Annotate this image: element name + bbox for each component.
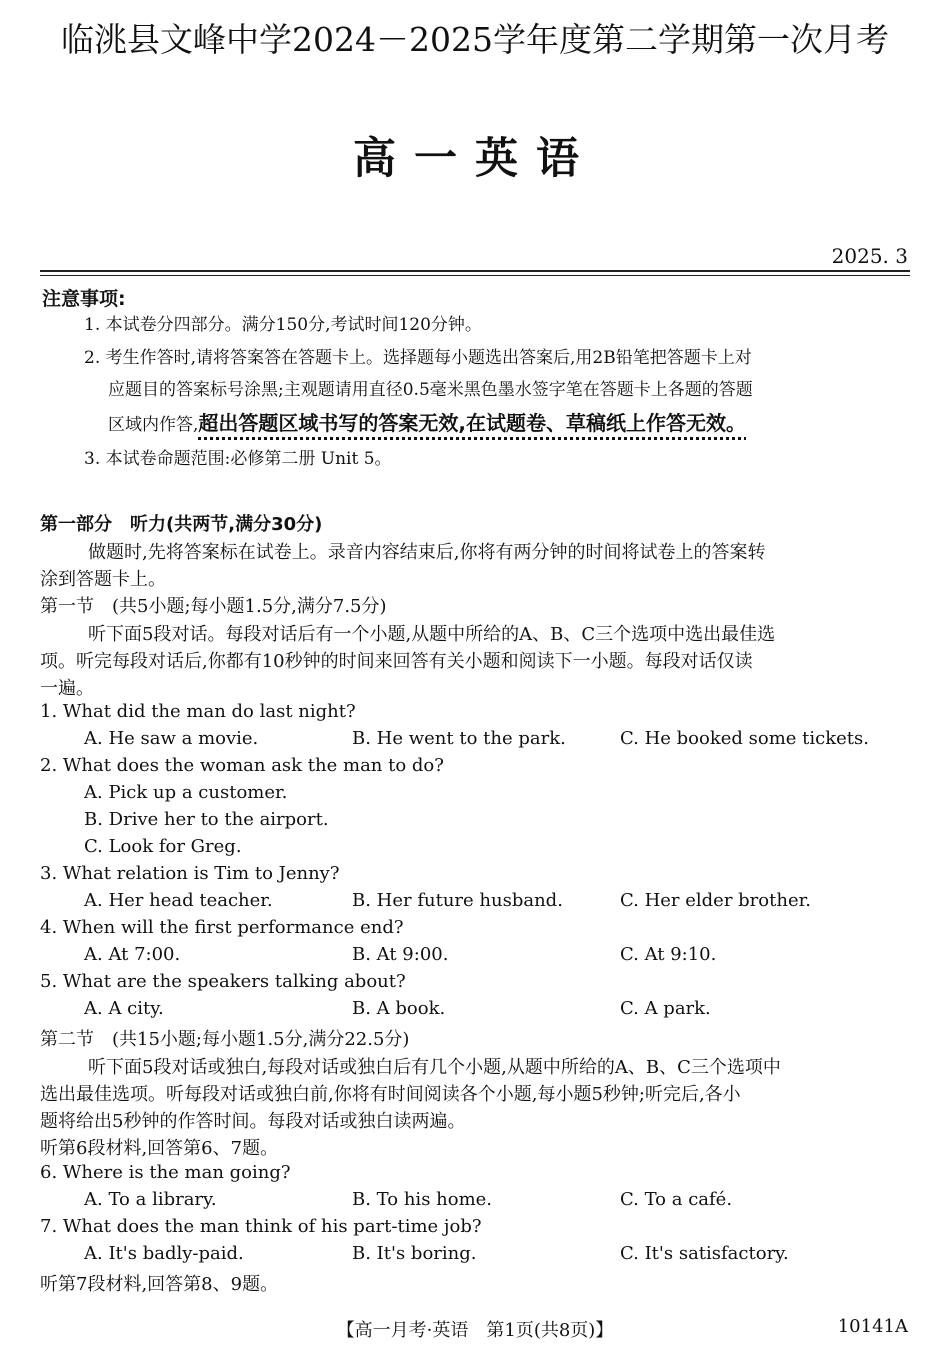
question-stem: 5. What are the speakers talking about? [40,971,406,992]
notice-item-2-text: 区域内作答, [108,415,199,435]
exam-title: 临洮县文峰中学2024－2025学年度第二学期第一次月考 [61,20,889,59]
option-a: A. A city. [84,998,164,1019]
option-b: B. He went to the park. [352,728,566,749]
option-b: B. At 9:00. [352,944,449,965]
section2-intro-line-2: 选出最佳选项。听每段对话或独白前,你将有时间阅读各个小题,每小题5秒钟;听完后,各小 [40,1084,741,1105]
option-a: A. Her head teacher. [84,890,273,911]
subject-title: 高一英语 [353,134,597,184]
question-stem: 2. What does the woman ask the man to do? [40,755,444,776]
option-c: C. To a café. [620,1189,733,1210]
header-divider [40,270,910,272]
option-c: C. A park. [620,998,711,1019]
notice-heading: 注意事项: [42,288,126,310]
section2-intro-line-1: 听下面5段对话或独白,每段对话或独白后有几个小题,从题中所给的A、B、C三个选项中 [88,1057,781,1078]
question-stem: 1. What did the man do last night? [40,701,356,722]
option-b: B. To his home. [352,1189,493,1210]
option-a: A. To a library. [84,1189,217,1210]
option-c: C. Look for Greg. [84,836,242,857]
notice-emphasis: 超出答题区域书写的答案无效,在试题卷、草稿纸上作答无效。 [198,411,747,435]
part1-intro-line-1: 做题时,先将答案标在试卷上。录音内容结束后,你将有两分钟的时间将试卷上的答案转 [88,542,766,563]
notice-item-3: 3. 本试卷命题范围:必修第二册 Unit 5。 [84,449,392,469]
option-a: A. He saw a movie. [84,728,259,749]
option-a: A. At 7:00. [84,944,181,965]
option-b: B. Drive her to the airport. [84,809,329,830]
option-c: C. He booked some tickets. [620,728,869,749]
paper-code: 10141A [837,1316,908,1337]
question-stem: 4. When will the first performance end? [40,917,404,938]
notice-item-1: 1. 本试卷分四部分。满分150分,考试时间120分钟。 [84,315,482,335]
option-b: B. Her future husband. [352,890,563,911]
option-b: B. It's boring. [352,1243,477,1264]
section1-heading: 第一节 (共5小题;每小题1.5分,满分7.5分) [40,596,387,617]
option-a: A. Pick up a customer. [84,782,288,803]
part1-intro-line-2: 涂到答题卡上。 [40,569,166,590]
section1-intro-line-2: 项。听完每段对话后,你都有10秒钟的时间来回答有关小题和阅读下一小题。每段对话仅读 [40,651,753,672]
section2-heading: 第二节 (共15小题;每小题1.5分,满分22.5分) [40,1029,410,1050]
notice-item-2-line-2: 应题目的答案标号涂黑;主观题请用直径0.5毫米黑色墨水签字笔在答题卡上各题的答题 [108,380,753,400]
option-c: C. Her elder brother. [620,890,811,911]
page-footer: 【高一月考·英语 第1页(共8页)】 [336,1320,614,1341]
section1-intro-line-1: 听下面5段对话。每段对话后有一个小题,从题中所给的A、B、C三个选项中选出最佳选 [88,624,776,645]
section2-intro-line-3: 题将给出5秒钟的作答时间。每段对话或独白读两遍。 [40,1111,466,1132]
notice-item-2-line-1: 2. 考生作答时,请将答案答在答题卡上。选择题每小题选出答案后,用2B铅笔把答题卡上对 [84,348,752,368]
question-stem: 6. Where is the man going? [40,1162,291,1183]
header-divider-thin [40,275,910,276]
question-stem: 3. What relation is Tim to Jenny? [40,863,340,884]
material-6-instruction: 听第6段材料,回答第6、7题。 [40,1138,279,1159]
option-c: C. At 9:10. [620,944,717,965]
option-a: A. It's badly-paid. [84,1243,244,1264]
notice-item-2-line-3 [108,408,910,441]
section1-intro-line-3: 一遍。 [40,678,94,699]
option-b: B. A book. [352,998,446,1019]
material-7-instruction: 听第7段材料,回答第8、9题。 [40,1274,279,1295]
exam-date: 2025. 3 [831,244,908,268]
part1-heading: 第一部分 听力(共两节,满分30分) [40,514,323,535]
option-c: C. It's satisfactory. [620,1243,789,1264]
question-stem: 7. What does the man think of his part-time job? [40,1216,482,1237]
